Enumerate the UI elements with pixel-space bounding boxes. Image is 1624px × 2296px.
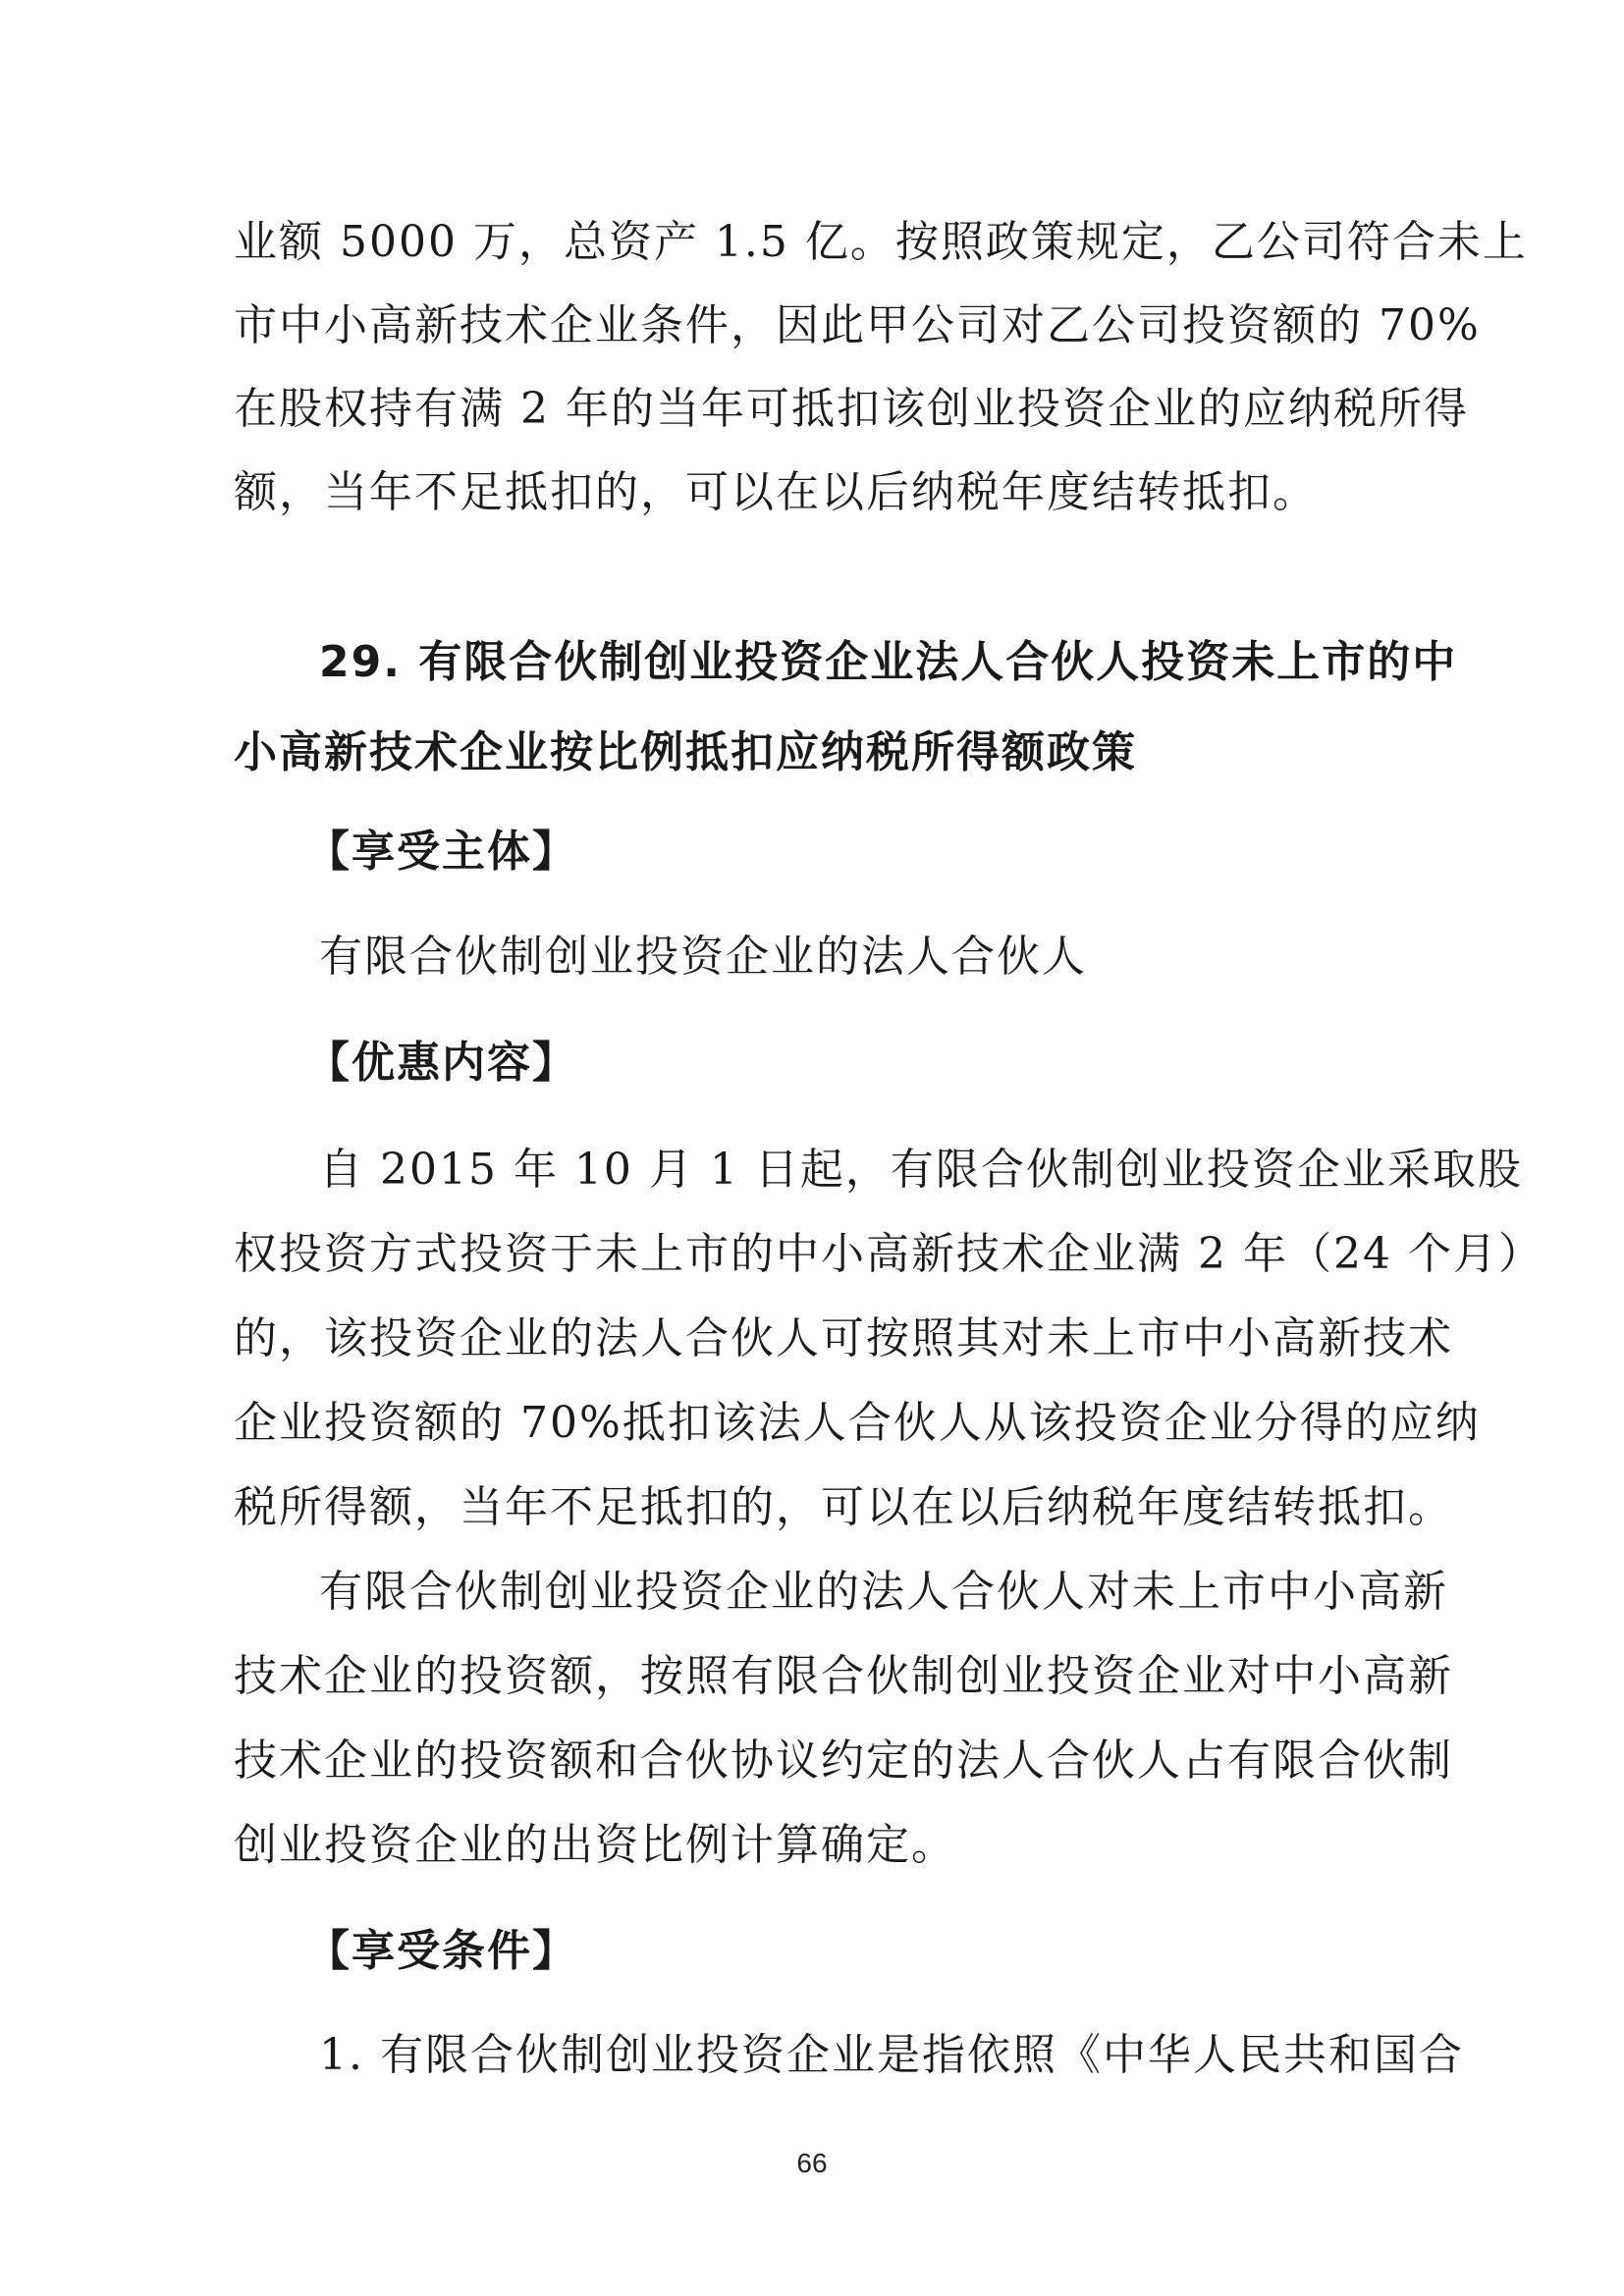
benefit-label: 【优惠内容】: [306, 1038, 577, 1088]
benefit-p1-line-3: 的，该投资企业的法人合伙人可按照其对未上市中小高新技术: [234, 1313, 1453, 1363]
benefit-p2-line-4: 创业投资企业的出资比例计算确定。: [234, 1820, 956, 1870]
benefit-p1-line-1: 自 2015 年 10 月 1 日起，有限合伙制创业投资企业采取股: [319, 1145, 1523, 1195]
benefit-p1-line-4: 企业投资额的 70%抵扣该法人合伙人从该投资企业分得的应纳: [234, 1398, 1481, 1448]
page-number: 66: [796, 2148, 828, 2178]
subject-text: 有限合伙制创业投资企业的法人合伙人: [319, 932, 1087, 982]
section-heading-line-1: 29. 有限合伙制创业投资企业法人合伙人投资未上市的中: [319, 637, 1458, 687]
section-heading-line-2: 小高新技术企业按比例抵扣应纳税所得额政策: [234, 727, 1137, 777]
conditions-label: 【享受条件】: [306, 1926, 577, 1976]
intro-line-1: 业额 5000 万，总资产 1.5 亿。按照政策规定，乙公司符合未上: [234, 217, 1528, 267]
intro-line-4: 额，当年不足抵扣的，可以在以后纳税年度结转抵扣。: [234, 467, 1318, 517]
subject-label: 【享受主体】: [306, 827, 577, 877]
benefit-p1-line-5: 税所得额，当年不足抵扣的，可以在以后纳税年度结转抵扣。: [234, 1482, 1453, 1532]
benefit-p1-line-2: 权投资方式投资于未上市的中小高新技术企业满 2 年（24 个月）: [234, 1229, 1543, 1279]
benefit-p2-line-2: 技术企业的投资额，按照有限合伙制创业投资企业对中小高新: [234, 1651, 1453, 1701]
intro-line-2: 市中小高新技术企业条件，因此甲公司对乙公司投资额的 70%: [234, 300, 1481, 350]
intro-line-3: 在股权持有满 2 年的当年可抵扣该创业投资企业的应纳税所得: [234, 384, 1469, 434]
benefit-p2-line-3: 技术企业的投资额和合伙协议约定的法人合伙人占有限合伙制: [234, 1735, 1453, 1786]
conditions-item-1: 1. 有限合伙制创业投资企业是指依照《中华人民共和国合: [319, 2030, 1464, 2080]
benefit-p2-line-1: 有限合伙制创业投资企业的法人合伙人对未上市中小高新: [319, 1567, 1448, 1617]
